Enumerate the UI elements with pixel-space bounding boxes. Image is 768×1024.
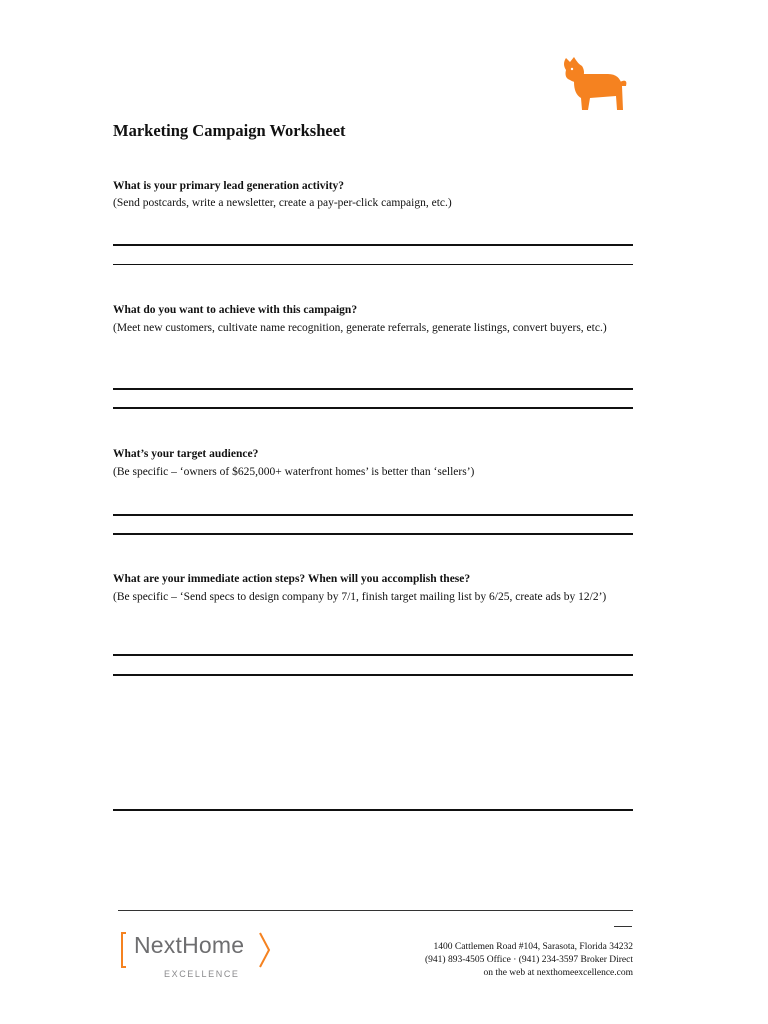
- hint-3: (Be specific – ‘owners of $625,000+ waterfront homes’ is better than ‘sellers’): [113, 466, 475, 478]
- hint-2: (Meet new customers, cultivate name recognition, generate referrals, generate listings, convert buyers, etc.): [113, 322, 607, 334]
- footer-divider: [118, 910, 633, 911]
- hint-4: (Be specific – ‘Send specs to design company by 7/1, finish target mailing list by 6/25, create ads by 12/2’): [113, 591, 607, 603]
- answer-line-4c[interactable]: [113, 809, 633, 811]
- answer-line-2b[interactable]: [113, 407, 633, 409]
- footer-address: 1400 Cattlemen Road #104, Sarasota, Florida 34232: [433, 942, 633, 952]
- answer-line-3a[interactable]: [113, 514, 633, 516]
- answer-line-2a[interactable]: [113, 388, 633, 390]
- question-4: What are your immediate action steps? When will you accomplish these?: [113, 573, 471, 585]
- contact-block: [425, 941, 633, 980]
- logo-subtitle: EXCELLENCE: [164, 969, 240, 979]
- answer-line-1a[interactable]: [113, 244, 633, 246]
- question-3: What’s your target audience?: [113, 448, 259, 460]
- answer-line-4b[interactable]: [113, 674, 633, 676]
- hint-1: (Send postcards, write a newsletter, create a pay-per-click campaign, etc.): [113, 197, 452, 209]
- worksheet-title: Marketing Campaign Worksheet: [113, 121, 346, 140]
- answer-line-1b[interactable]: [113, 264, 633, 265]
- footer-divider-tail: [614, 926, 632, 927]
- answer-line-3b[interactable]: [113, 533, 633, 535]
- answer-line-4a[interactable]: [113, 654, 633, 656]
- footer-phones: (941) 893-4505 Office · (941) 234-3597 Broker Direct: [425, 955, 633, 965]
- question-1: What is your primary lead generation activity?: [113, 180, 345, 192]
- bulldog-mascot-icon: [560, 52, 635, 120]
- question-2: What do you want to achieve with this campaign?: [113, 304, 358, 316]
- footer-website[interactable]: on the web at nexthomeexcellence.com: [483, 968, 633, 978]
- logo-wordmark: NextHome: [134, 932, 245, 958]
